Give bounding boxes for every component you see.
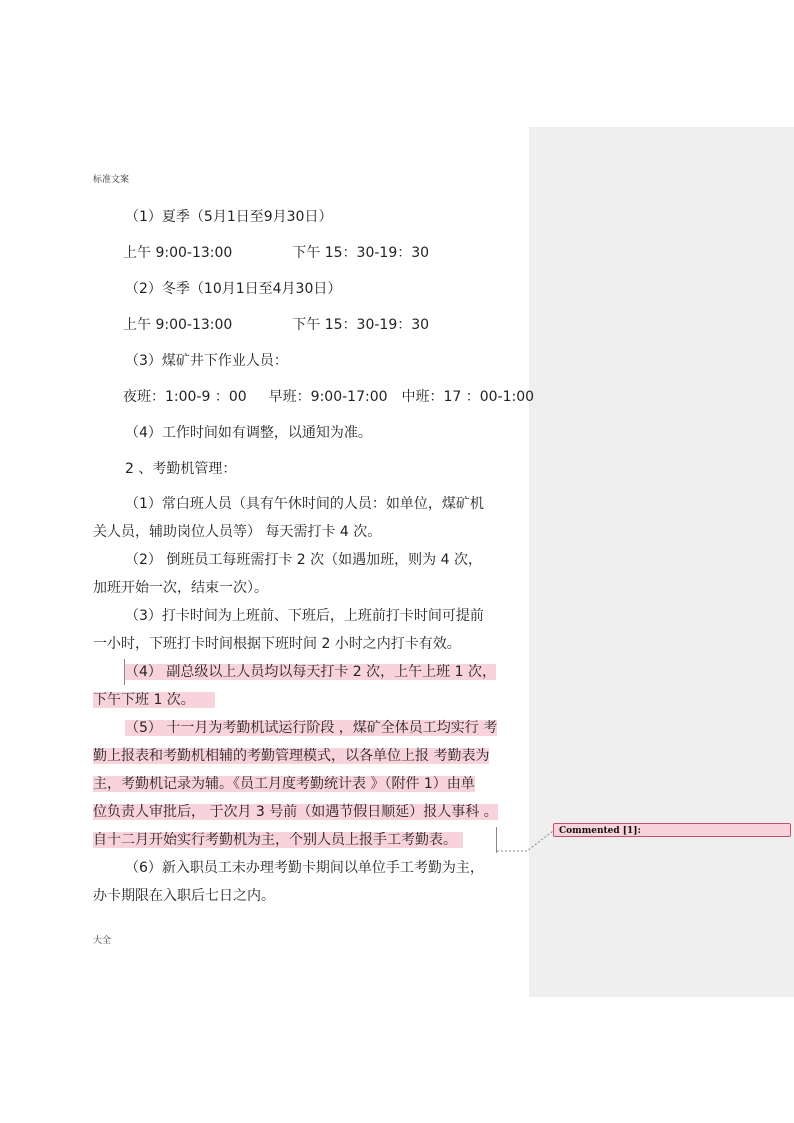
rule-3-line-2: 一小时，下班打卡时间根据下班时间 2 小时之内打卡有效。: [93, 636, 461, 652]
underground-heading: （3）煤矿井下作业人员：: [125, 353, 288, 369]
rule-3-line-1: （3）打卡时间为上班前、下班后，上班前打卡时间可提前: [125, 608, 484, 624]
night-shift: 夜班：1:00-9 ：00: [123, 389, 247, 405]
rule-2-line-1: （2） 倒班员工每班需打卡 2 次（如遇加班，则为 4 次，: [125, 552, 482, 568]
morning-shift: 早班：9:00-17:00: [268, 389, 388, 405]
winter-morning: 上午 9:00-13:00: [123, 317, 233, 333]
rule-5-line-4: 位负责人审批后， 于次月 3 号前（如遇节假日顺延）报人事科 。: [93, 804, 498, 820]
winter-schedule-heading: （2）冬季（10月1日至4月30日）: [125, 281, 342, 297]
rule-5-line-2: 勤上报表和考勤机相辅的考勤管理模式，以各单位上报 考勤表为: [93, 748, 490, 764]
rule-5-line-3: 主，考勤机记录为辅。《员工月度考勤统计表 》（附件 1）由单: [93, 776, 475, 792]
rule-1-line-2: 关人员，辅助岗位人员等） 每天需打卡 4 次。: [93, 524, 382, 540]
page-footer: 大全: [93, 936, 112, 946]
summer-afternoon: 下午 15：30-19：30: [292, 245, 430, 261]
rule-6-line-2: 办卡期限在入职后七日之内。: [93, 888, 275, 904]
page-header: 标准文案: [93, 175, 130, 185]
comment-end-bracket: [496, 827, 497, 853]
rule-2-line-2: 加班开始一次，结束一次）。: [93, 580, 268, 596]
rule-4-line-1: （4） 副总级以上人员均以每天打卡 2 次，上午上班 1 次，: [125, 664, 496, 680]
summer-morning: 上午 9:00-13:00: [123, 245, 233, 261]
summer-schedule-heading: （1）夏季（5月1日至9月30日）: [125, 209, 333, 225]
comment-pane: [529, 127, 794, 997]
winter-hours: [123, 314, 429, 336]
schedule-adjust-note: （4）工作时间如有调整，以通知为准。: [125, 425, 372, 441]
winter-afternoon: 下午 15：30-19：30: [292, 317, 430, 333]
rule-4-line-2: 下午下班 1 次。: [93, 689, 215, 711]
summer-hours: [123, 242, 429, 264]
middle-shift: 中班：17 ：00-1:00: [401, 389, 535, 405]
rule-5-line-5: 自十二月开始实行考勤机为主，个别人员上报手工考勤表。: [93, 829, 463, 851]
rule-6-line-1: （6）新入职员工未办理考勤卡期间以单位手工考勤为主，: [125, 860, 484, 876]
shift-hours: [123, 386, 534, 408]
attendance-machine-heading: 2 、考勤机管理：: [125, 461, 237, 477]
rule-5-line-1: （5） 十一月为考勤机试运行阶段 ，煤矿全体员工均实行 考: [125, 720, 498, 736]
comment-balloon[interactable]: Commented [1]:: [553, 823, 791, 837]
rule-1-line-1: （1）常白班人员（具有午休时间的人员：如单位，煤矿机: [125, 496, 484, 512]
